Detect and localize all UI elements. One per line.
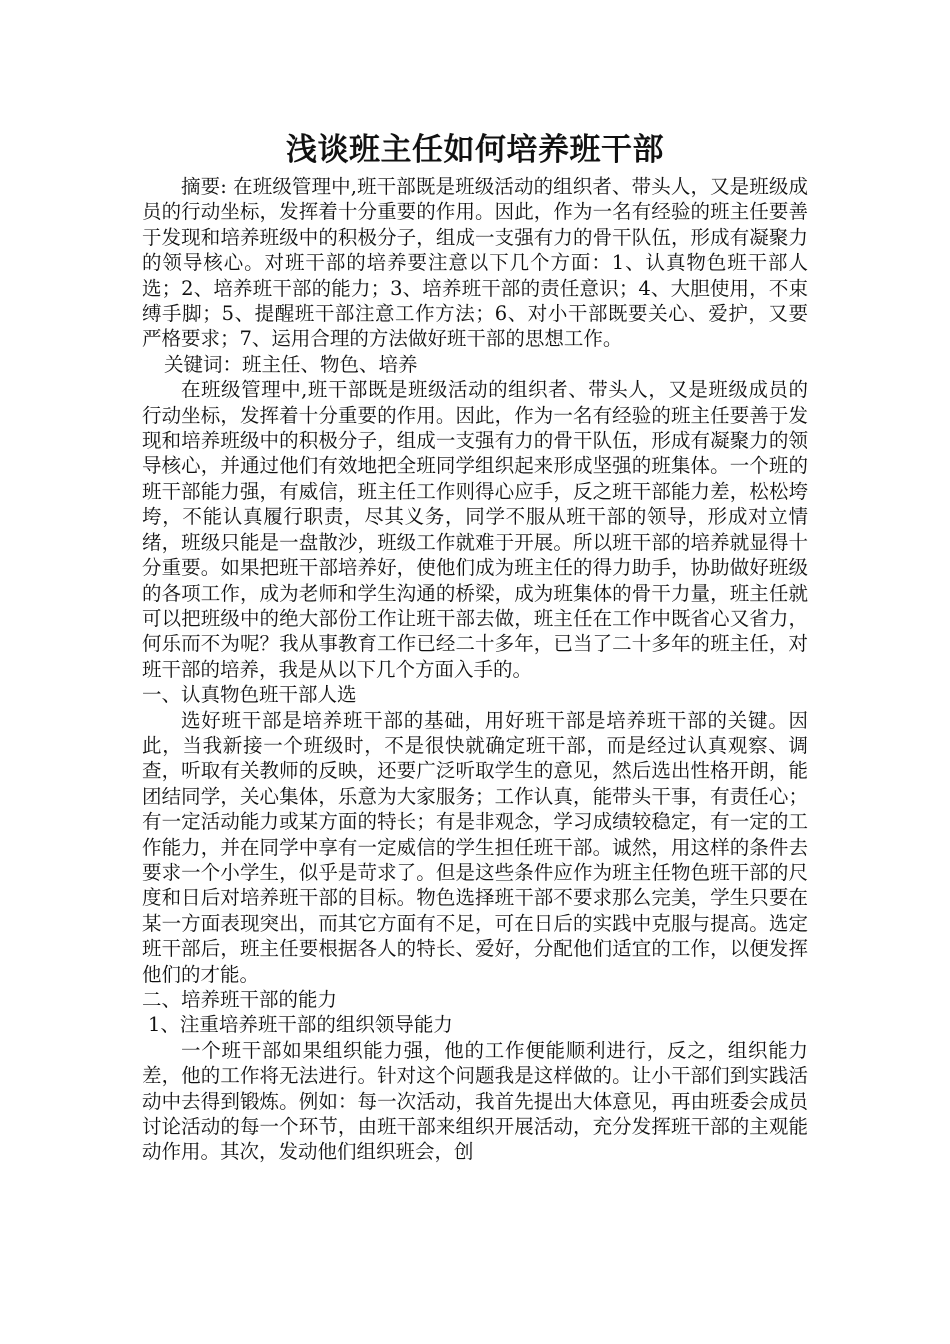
document-title: 浅谈班主任如何培养班干部 <box>286 132 664 168</box>
intro-paragraph: 在班级管理中,班干部既是班级活动的组织者、带头人，又是班级成员的行动坐标，发挥着十分重要的作用。因此，作为一名有经验的班主任要善于发现和培养班级中的积极分子，组成一支强有力的骨干队伍，形成有凝聚力的领导核心，并通过他们有效地把全班同学组织起来形成坚强的班集体。一个班的班干部能力强，有威信，班主任工作则得心应手，反之班干部能力差，松松垮垮，不能认真履行职责，尽其义务，同学不服从班干部的领导，形成对立情绪，班级只能是一盘散沙，班级工作就难于开展。所以班干部的培养就显得十分重要。如果把班干部培养好，使他们成为班主任的得力助手，协助做好班级的各项工作，成为老师和学生沟通的桥梁，成为班集体的骨干力量，班主任就可以把班级中的绝大部份工作让班干部去做，班主任在工作中既省心又省力，何乐而不为呢？我从事教育工作已经二十多年，已当了二十多年的班主任，对班干部的培养，我是从以下几个方面入手的。 <box>142 378 808 681</box>
keywords-line: 关键词：班主任、物色、培养 <box>164 352 418 376</box>
abstract-paragraph: 摘要: 在班级管理中,班干部既是班级活动的组织者、带头人，又是班级成员的行动坐标，发挥着十分重要的作用。因此，作为一名有经验的班主任要善于发现和培养班级中的积极分子，组成一支强有力的骨干队伍，形成有凝聚力的领导核心。对班干部的培养要注意以下几个方面：1、认真物色班干部人选；2、培养班干部的能力；3、培养班干部的责任意识；4、大胆使用，不束缚手脚；5、提醒班干部注意工作方法；6、对小干部既要关心、爱护，又要严格要求；7、运用合理的方法做好班干部的思想工作。 <box>142 175 808 351</box>
section-1-paragraph: 选好班干部是培养班干部的基础，用好班干部是培养班干部的关键。因此，当我新接一个班级时，不是很快就确定班干部，而是经过认真观察、调查，听取有关教师的反映，还要广泛听取学生的意见，然后选出性格开朗，能团结同学，关心集体，乐意为大家服务；工作认真，能带头干事，有责任心；有一定活动能力或某方面的特长；有是非观念，学习成绩较稳定，有一定的工作能力，并在同学中享有一定威信的学生担任班干部。诚然，用这样的条件去要求一个小学生，似乎是苛求了。但是这些条件应作为班主任物色班干部的尺度和日后对培养班干部的目标。物色选择班干部不要求那么完美，学生只要在某一方面表现突出，而其它方面有不足，可在日后的实践中克服与提高。选定班干部后，班主任要根据各人的特长、爱好，分配他们适宜的工作，以便发挥他们的才能。 <box>142 708 808 986</box>
subsection-heading-2-1: 1、注重培养班干部的组织领导能力 <box>148 1013 453 1037</box>
document-page <box>142 128 808 1165</box>
section-heading-1: 一、认真物色班干部人选 <box>142 683 357 707</box>
subsection-2-1-paragraph: 一个班干部如果组织能力强，他的工作便能顺利进行，反之，组织能力差，他的工作将无法进行。针对这个问题我是这样做的。让小干部们到实践活动中去得到锻炼。例如：每一次活动，我首先提出大体意见，再由班委会成员讨论活动的每一个环节，由班干部来组织开展活动，充分发挥班干部的主观能动作用。其次，发动他们组织班会，创 <box>142 1038 808 1164</box>
section-heading-2: 二、培养班干部的能力 <box>142 988 338 1011</box>
